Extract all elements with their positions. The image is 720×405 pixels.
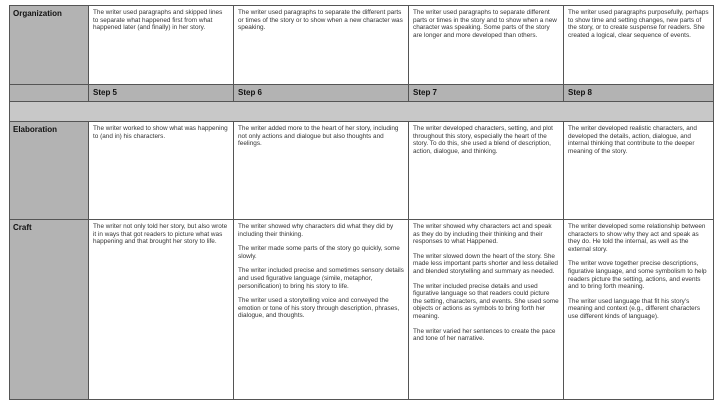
organization-step-8-cell [564, 6, 714, 85]
criterion-text: The writer showed why characters act and speak as they do by including their thinking and their responses to what Happened. [413, 223, 552, 246]
row-label-craft: Craft [10, 220, 89, 400]
row-label-elaboration: Elaboration [10, 122, 89, 220]
elaboration-step-5-cell [89, 122, 234, 220]
separator-band [10, 102, 714, 122]
step-8-header: Step 8 [564, 85, 714, 102]
craft-step-6-cell [234, 220, 409, 400]
row-label-organization: Organization [10, 6, 89, 85]
elaboration-step-8-cell [564, 122, 714, 220]
criterion-text: The writer worked to show what was happening to (and in) his characters. [93, 125, 228, 140]
criterion-text: The writer not only told her story, but also wrote it in ways that got readers to picture what was happening and that brought her story to life. [93, 223, 228, 246]
elaboration-step-6-cell [234, 122, 409, 220]
criterion-text: The writer included precise details and used figurative language so that readers could picture the setting, characters, and events. She used some objects or actions as symbols to bring forth her meaning. [413, 282, 559, 320]
rubric-table [9, 5, 714, 400]
criterion-text: The writer included precise and sometimes sensory details and used figurative language (simile, metaphor, personification) to bring his story to life. [238, 267, 404, 290]
organization-step-6-cell [234, 6, 409, 85]
criterion-text: The writer used language that fit his story's meaning and context (e.g., different characters use different kinds of language). [568, 297, 701, 320]
organization-step-5-cell [89, 6, 234, 85]
step-6-header: Step 6 [234, 85, 409, 102]
step-header-blank [10, 85, 89, 102]
craft-step-7-cell [409, 220, 564, 400]
craft-step-8-cell [564, 220, 714, 400]
criterion-text: The writer used paragraphs to separate different parts or times in the story and to show when a new character was speaking. Some parts of the story are longer and more developed than others. [413, 9, 557, 39]
criterion-text: The writer developed realistic characters, and developed the details, action, dialogue, and internal thinking that contribute to the deeper meaning of the story. [568, 125, 697, 155]
criterion-text: The writer used paragraphs to separate the different parts or times of the story or to show when a new character was speaking. [238, 9, 403, 32]
row-organization [10, 6, 714, 85]
organization-step-7-cell [409, 6, 564, 85]
elaboration-step-7-cell [409, 122, 564, 220]
row-elaboration [10, 122, 714, 220]
step-header-row [10, 85, 714, 102]
criterion-text: The writer used paragraphs purposefully, perhaps to show time and setting changes, new parts of the story, or to create suspense for readers. She created a logical, clear sequence of events. [568, 9, 709, 39]
criterion-text: The writer used a storytelling voice and conveyed the emotion or tone of his story through description, phrases, dialogue, and thoughts. [238, 297, 400, 320]
criterion-text: The writer developed characters, setting, and plot throughout this story, especially the heart of the story. To do this, she used a blend of description, action, dialogue, and thinking. [413, 125, 553, 155]
criterion-text: The writer added more to the heart of her story, including not only actions and dialogue but also thoughts and feelings. [238, 125, 399, 148]
criterion-text: The writer slowed down the heart of the story. She made less important parts shorter and less detailed and blended storytelling and summary as needed. [413, 252, 558, 275]
craft-step-5-cell [89, 220, 234, 400]
criterion-text: The writer developed some relationship between characters to show why they act and speak as they do. He told the internal, as well as the external story. [568, 223, 706, 253]
criterion-text: The writer used paragraphs and skipped lines to separate what happened first from what happened later (and finally) in her story. [93, 9, 223, 32]
step-5-header: Step 5 [89, 85, 234, 102]
separator-cell [10, 102, 714, 122]
criterion-text: The writer varied her sentences to create the pace and tone of her narrative. [413, 327, 556, 343]
criterion-text: The writer showed why characters did what they did by including their thinking. [238, 223, 394, 238]
criterion-text: The writer wove together precise descriptions, figurative language, and some symbolism to help readers picture the setting, actions, and events and to bring forth meaning. [568, 260, 707, 291]
step-7-header: Step 7 [409, 85, 564, 102]
criterion-text: The writer made some parts of the story go quickly, some slowly. [238, 245, 400, 260]
row-craft [10, 220, 714, 400]
